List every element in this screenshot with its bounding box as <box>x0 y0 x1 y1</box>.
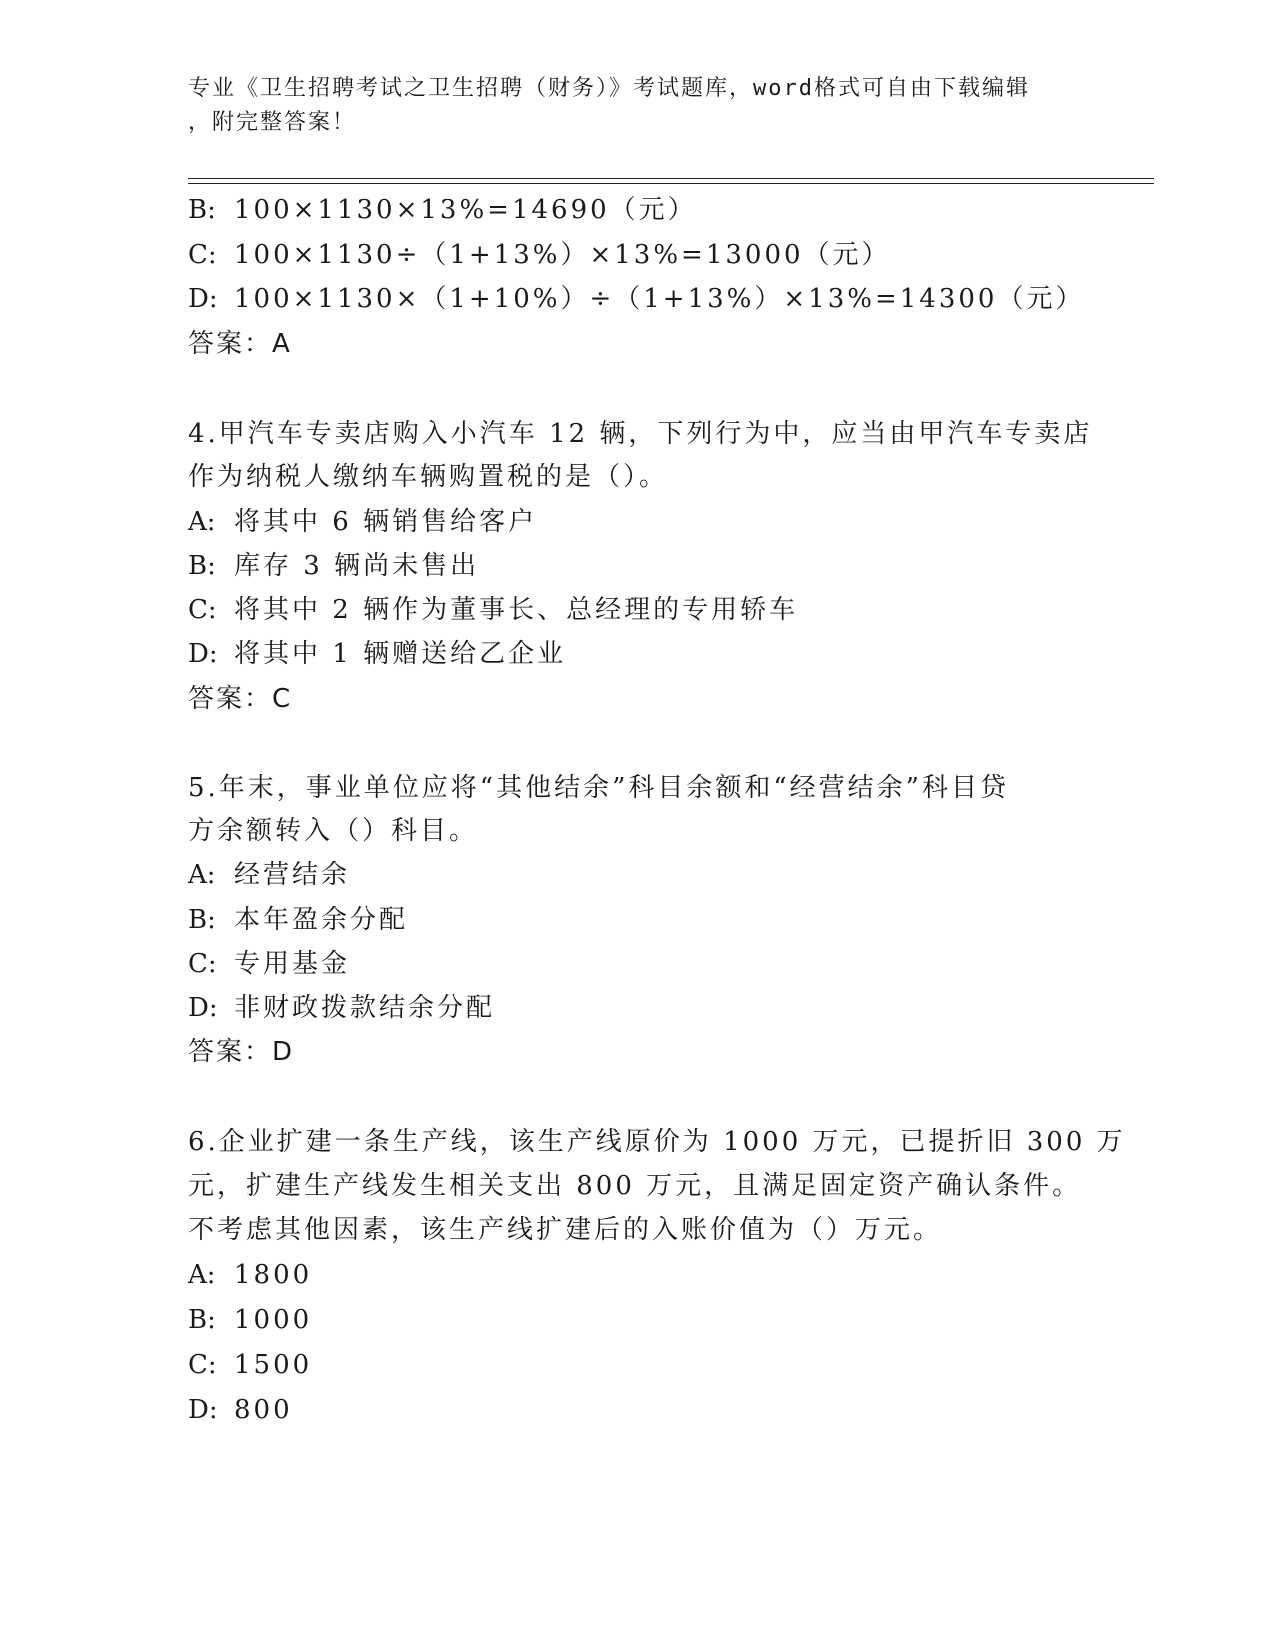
header-divider-top <box>188 178 1154 179</box>
q6-stem-line-3: 不考虑其他因素，该生产线扩建后的入账价值为（）万元。 <box>188 1215 943 1245</box>
option-letter: B: <box>188 551 216 581</box>
option-text: 1800 <box>234 1260 313 1290</box>
option-text: 专用基金 <box>234 949 351 979</box>
option-letter: D: <box>188 639 218 669</box>
option-text: 100×1130×（1+10%）÷（1+13%）×13%=14300（元） <box>234 284 1085 314</box>
q4-option-b <box>188 548 479 584</box>
option-text: 1000 <box>234 1305 313 1335</box>
document-header <box>188 72 1068 140</box>
q3-option-c <box>188 237 891 273</box>
q4-answer: 答案：C <box>188 684 293 714</box>
q5-option-b <box>188 902 408 938</box>
option-letter: B: <box>188 195 216 225</box>
q4-option-a <box>188 504 537 540</box>
q6-option-d <box>188 1392 293 1428</box>
option-letter: D: <box>188 1395 218 1425</box>
q4-stem-line-1: 4.甲汽车专卖店购入小汽车 12 辆，下列行为中，应当由甲汽车专卖店 <box>188 419 1093 449</box>
option-letter: A: <box>188 860 216 890</box>
q6-stem-line-2: 元，扩建生产线发生相关支出 800 万元，且满足固定资产确认条件。 <box>188 1171 1082 1201</box>
q6-stem-line-1: 6.企业扩建一条生产线，该生产线原价为 1000 万元，已提折旧 300 万 <box>188 1127 1126 1157</box>
option-text: 将其中 2 辆作为董事长、总经理的专用轿车 <box>234 595 799 625</box>
header-line-2: ，附完整答案！ <box>188 110 357 135</box>
q3-answer: 答案：A <box>188 329 292 359</box>
option-letter: D: <box>188 993 218 1023</box>
q4-option-d <box>188 636 566 672</box>
option-text: 库存 3 辆尚未售出 <box>234 551 480 581</box>
option-letter: A: <box>188 507 216 537</box>
option-letter: C: <box>188 1350 217 1380</box>
q6-option-b <box>188 1302 312 1338</box>
header-line-1: 专业《卫生招聘考试之卫生招聘（财务）》考试题库，word格式可自由下载编辑 <box>188 76 1030 101</box>
option-letter: D: <box>188 284 218 314</box>
option-text: 经营结余 <box>234 860 351 890</box>
q5-option-d <box>188 990 495 1026</box>
q4-option-c <box>188 592 798 628</box>
q5-option-a <box>188 857 350 893</box>
header-divider-bottom <box>188 183 1154 184</box>
q3-option-b <box>188 192 697 228</box>
q5-option-c <box>188 946 350 982</box>
q5-answer: 答案：D <box>188 1037 295 1067</box>
option-text: 本年盈余分配 <box>234 905 409 935</box>
option-text: 非财政拨款结余分配 <box>234 993 496 1023</box>
option-letter: C: <box>188 595 217 625</box>
option-letter: A: <box>188 1260 216 1290</box>
q5-stem-line-1: 5.年末，事业单位应将“其他结余”科目余额和“经营结余”科目贷 <box>188 773 1009 803</box>
option-letter: B: <box>188 1305 216 1335</box>
option-letter: C: <box>188 240 217 270</box>
option-text: 将其中 6 辆销售给客户 <box>234 507 538 537</box>
option-text: 将其中 1 辆赠送给乙企业 <box>234 639 567 669</box>
option-text: 1500 <box>234 1350 313 1380</box>
q6-option-a <box>188 1257 312 1293</box>
option-text: 100×1130×13%=14690（元） <box>234 195 697 225</box>
q4-stem-line-2: 作为纳税人缴纳车辆购置税的是（）。 <box>188 462 669 492</box>
q6-option-c <box>188 1347 312 1383</box>
option-letter: B: <box>188 905 216 935</box>
q3-option-d <box>188 281 1084 317</box>
option-text: 800 <box>234 1395 293 1425</box>
option-text: 100×1130÷（1+13%）×13%=13000（元） <box>234 240 891 270</box>
q5-stem-line-2: 方余额转入（）科目。 <box>188 816 479 846</box>
option-letter: C: <box>188 949 217 979</box>
